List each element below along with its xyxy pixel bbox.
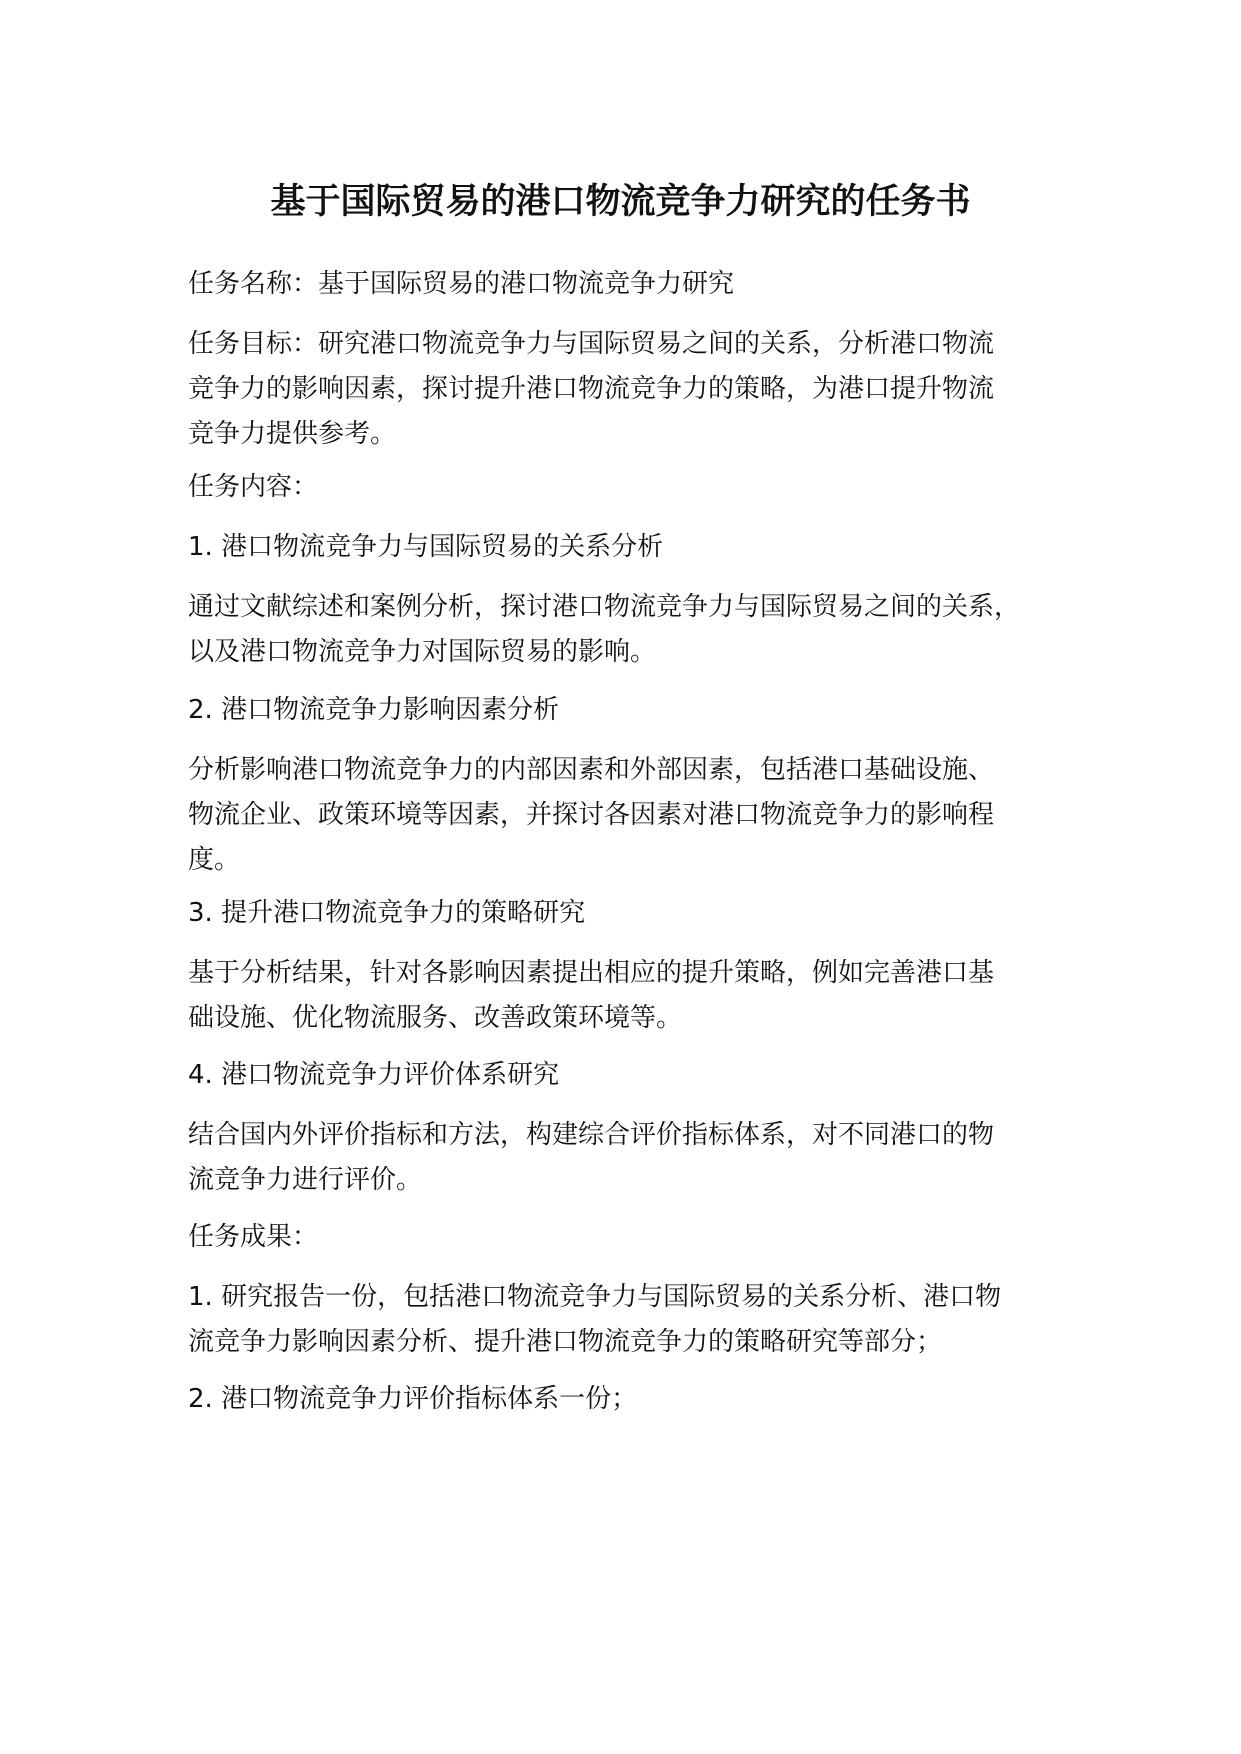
item2-body [188,748,994,883]
result-1-line-1: 1. 研究报告一份，包括港口物流竞争力与国际贸易的关系分析、港口物 [188,1282,1002,1312]
item3-body-line-1: 基于分析结果，针对各影响因素提出相应的提升策略，例如完善港口基 [188,958,995,988]
item1-heading: 1. 港口物流竞争力与国际贸易的关系分析 [188,532,664,562]
result-1-line-2: 流竞争力影响因素分析、提升港口物流竞争力的策略研究等部分； [188,1327,943,1357]
content-heading: 任务内容： [188,472,319,502]
item4-body-line-1: 结合国内外评价指标和方法，构建综合评价指标体系，对不同港口的物 [188,1120,995,1150]
item2-body-line-3: 度。 [188,845,241,875]
item1-body-line-1: 通过文献综述和案例分析，探讨港口物流竞争力与国际贸易之间的关系， [188,592,1021,622]
item3-body [188,951,994,1041]
item1-body [188,585,1020,675]
item4-body [188,1113,994,1203]
result-2: 2. 港口物流竞争力评价指标体系一份； [188,1384,638,1414]
item4-heading: 4. 港口物流竞争力评价体系研究 [188,1060,560,1090]
result-1 [188,1275,1001,1365]
item2-body-line-2: 物流企业、政策环境等因素，并探讨各因素对港口物流竞争力的影响程 [188,800,995,830]
document-title: 基于国际贸易的港口物流竞争力研究的任务书 [270,182,971,222]
item2-body-line-1: 分析影响港口物流竞争力的内部因素和外部因素，包括港口基础设施、 [188,755,995,785]
item4-body-line-2: 流竞争力进行评价。 [188,1165,423,1195]
task-name: 任务名称：基于国际贸易的港口物流竞争力研究 [188,269,735,299]
task-goal-line-1: 任务目标：研究港口物流竞争力与国际贸易之间的关系，分析港口物流 [188,329,995,359]
task-goal-line-3: 竞争力提供参考。 [188,419,397,449]
results-heading: 任务成果： [188,1222,319,1252]
item3-body-line-2: 础设施、优化物流服务、改善政策环境等。 [188,1003,683,1033]
task-goal [188,322,994,457]
item1-body-line-2: 以及港口物流竞争力对国际贸易的影响。 [188,637,657,667]
item3-heading: 3. 提升港口物流竞争力的策略研究 [188,898,586,928]
task-goal-line-2: 竞争力的影响因素，探讨提升港口物流竞争力的策略，为港口提升物流 [188,374,995,404]
item2-heading: 2. 港口物流竞争力影响因素分析 [188,695,560,725]
